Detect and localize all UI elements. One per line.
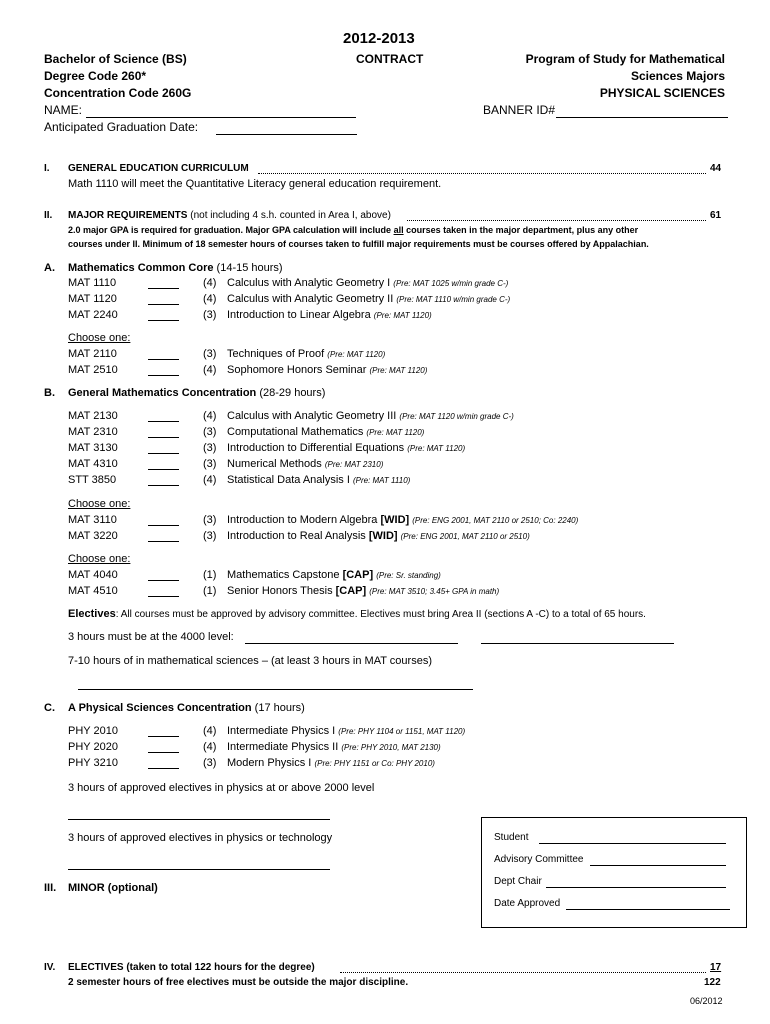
course-hours: (3) (203, 442, 217, 454)
physics-tech-field[interactable] (68, 869, 330, 870)
course-title: Calculus with Analytic Geometry I (227, 277, 391, 289)
dept-chair-signature[interactable] (494, 876, 542, 887)
section-4-title: ELECTIVES (taken to total 122 hours for the degree) (68, 962, 315, 973)
graduation-date-label: Anticipated Graduation Date: (44, 120, 199, 134)
section-a-title: Mathematics Common Core (68, 262, 214, 274)
course-code: MAT 1110 (68, 277, 117, 289)
graduation-date-field[interactable] (216, 134, 357, 135)
course-title-wrap (227, 725, 465, 737)
course-hours: (1) (203, 569, 217, 581)
course-title: Numerical Methods (227, 458, 322, 470)
course-hours: (4) (203, 725, 217, 737)
course-prerequisite: (Pre: MAT 1025 w/min grade C-) (393, 279, 509, 288)
course-grade-blank[interactable] (148, 752, 179, 753)
program-title-line3: PHYSICAL SCIENCES (599, 86, 725, 100)
course-grade-blank[interactable] (148, 736, 179, 737)
course-grade-blank[interactable] (148, 288, 179, 289)
course-code: MAT 2310 (68, 426, 118, 438)
level-4000-field-2[interactable] (481, 643, 674, 644)
course-title-wrap (227, 530, 530, 542)
course-title-wrap (227, 364, 427, 376)
gpa-text-b: courses taken in the major department, plus any other (403, 225, 639, 235)
section-b-title: General Mathematics Concentration (68, 387, 257, 399)
contract-label: CONTRACT (356, 52, 424, 66)
course-title: Calculus with Analytic Geometry III (227, 410, 397, 422)
section-b-hours: (28-29 hours) (259, 387, 326, 399)
electives-text: : All courses must be approved by advisory committee. Electives must bring Area II (sections A -C) to a total of 65 hours. (115, 609, 646, 620)
level-4000-label: 3 hours must be at the 4000 level: (68, 631, 234, 643)
section-2-heading (68, 210, 391, 221)
course-title: Sophomore Honors Seminar (227, 364, 367, 376)
section-b-choose1-label: Choose one: (68, 498, 131, 510)
course-title: Calculus with Analytic Geometry II (227, 293, 394, 305)
course-grade-blank[interactable] (148, 485, 179, 486)
course-prerequisite: (Pre: PHY 1151 or Co: PHY 2010) (314, 759, 435, 768)
course-hours: (4) (203, 474, 217, 486)
section-c-title: A Physical Sciences Concentration (68, 702, 252, 714)
section-a-heading (68, 262, 283, 274)
course-prerequisite: (Pre: PHY 1104 or 1151, MAT 1120) (338, 727, 466, 736)
signature-box (481, 817, 747, 928)
section-2-title: MAJOR REQUIREMENTS (68, 210, 188, 221)
course-title: Statistical Data Analysis I (227, 474, 350, 486)
course-title: Introduction to Differential Equations (227, 442, 405, 454)
course-grade-blank[interactable] (148, 359, 179, 360)
banner-id-label: BANNER ID# (483, 103, 556, 117)
section-4-leader (340, 972, 706, 973)
advisory-label: Advisory Committee (494, 854, 584, 865)
section-2-hours: 61 (710, 210, 722, 221)
section-c-heading (68, 702, 305, 714)
section-2-leader (407, 220, 706, 221)
course-grade-blank[interactable] (148, 437, 179, 438)
course-title: Intermediate Physics II (227, 741, 339, 753)
course-title: Introduction to Linear Algebra (227, 309, 371, 321)
course-hours: (3) (203, 514, 217, 526)
course-title-wrap (227, 569, 441, 581)
course-code: MAT 3110 (68, 514, 117, 526)
name-field[interactable] (86, 117, 356, 118)
course-code: PHY 3210 (68, 757, 118, 769)
program-title-line1: Program of Study for Mathematical (525, 52, 725, 66)
section-2-title-note: (not including 4 s.h. counted in Area I, above) (190, 210, 391, 221)
course-grade-blank[interactable] (148, 421, 179, 422)
course-code: MAT 2130 (68, 410, 118, 422)
course-code: PHY 2020 (68, 741, 118, 753)
course-code: MAT 4310 (68, 458, 118, 470)
course-title-wrap (227, 442, 465, 454)
date-approved-field[interactable] (494, 898, 560, 909)
course-code: PHY 2010 (68, 725, 118, 737)
dept-chair-label: Dept Chair (494, 876, 542, 887)
course-code: MAT 3130 (68, 442, 118, 454)
gpa-requirement-line1 (68, 225, 638, 235)
course-code: MAT 2240 (68, 309, 118, 321)
banner-id-field[interactable] (556, 117, 728, 118)
degree-code: Degree Code 260* (44, 69, 147, 83)
course-hours: (4) (203, 364, 217, 376)
section-b-heading (68, 387, 325, 399)
course-tag: [WID] (380, 514, 410, 526)
course-title-wrap (227, 410, 514, 422)
section-a-letter: A. (44, 262, 55, 274)
course-code: MAT 2110 (68, 348, 117, 360)
section-4-numeral: IV. (44, 962, 56, 973)
course-prerequisite: (Pre: MAT 1110 w/min grade C-) (396, 295, 511, 304)
advisory-committee-signature[interactable] (494, 854, 583, 865)
math-sciences-field[interactable] (78, 689, 473, 690)
course-grade-blank[interactable] (148, 596, 179, 597)
course-grade-blank[interactable] (148, 375, 179, 376)
course-title-wrap (227, 293, 510, 305)
course-prerequisite: (Pre: ENG 2001, MAT 2110 or 2510; Co: 2240) (412, 516, 579, 525)
course-title-wrap (227, 348, 385, 360)
physics-2000-field[interactable] (68, 819, 330, 820)
course-prerequisite: (Pre: Sr. standing) (376, 571, 441, 580)
electives-label: Electives (68, 608, 116, 620)
section-1-hours: 44 (710, 163, 722, 174)
course-tag: [CAP] (342, 569, 374, 581)
course-title-wrap (227, 514, 578, 526)
course-prerequisite: (Pre: MAT 1120) (373, 311, 432, 320)
course-title-wrap (227, 585, 499, 597)
course-title-wrap (227, 277, 508, 289)
level-4000-field-1[interactable] (245, 643, 458, 644)
course-hours: (3) (203, 757, 217, 769)
course-prerequisite: (Pre: PHY 2010, MAT 2130) (341, 743, 441, 752)
student-signature[interactable] (494, 832, 528, 843)
course-code: STT 3850 (68, 474, 117, 486)
physics-2000-label: 3 hours of approved electives in physics at or above 2000 level (68, 782, 375, 794)
course-code: MAT 1120 (68, 293, 117, 305)
course-title-wrap (227, 757, 435, 769)
student-label: Student (494, 832, 529, 843)
course-hours: (3) (203, 530, 217, 542)
course-grade-blank[interactable] (148, 768, 179, 769)
course-title: Modern Physics I (227, 757, 312, 769)
course-prerequisite: (Pre: MAT 1120 w/min grade C-) (399, 412, 514, 421)
course-title: Introduction to Real Analysis (227, 530, 369, 542)
section-a-choose-label: Choose one: (68, 332, 131, 344)
course-title: Senior Honors Thesis (227, 585, 336, 597)
course-hours: (4) (203, 277, 217, 289)
math-sciences-label: 7-10 hours of in mathematical sciences – (at least 3 hours in MAT courses) (68, 655, 432, 667)
course-grade-blank[interactable] (148, 580, 179, 581)
gpa-text-all: all (393, 225, 404, 235)
course-hours: (4) (203, 741, 217, 753)
course-title: Introduction to Modern Algebra (227, 514, 381, 526)
section-3-numeral: III. (44, 882, 57, 894)
course-code: MAT 4510 (68, 585, 118, 597)
section-c-hours: (17 hours) (254, 702, 305, 714)
course-title: Intermediate Physics I (227, 725, 336, 737)
course-hours: (4) (203, 293, 217, 305)
document-year: 2012-2013 (343, 30, 415, 47)
course-code: MAT 4040 (68, 569, 118, 581)
section-1-title: GENERAL EDUCATION CURRICULUM (68, 163, 249, 174)
course-title-wrap (227, 741, 441, 753)
course-hours: (4) (203, 410, 217, 422)
course-grade-blank[interactable] (148, 469, 179, 470)
course-title-wrap (227, 458, 383, 470)
gpa-requirement-line2: courses under II. Minimum of 18 semester hours of courses taken to fulfill major requirements must be courses offered by Appalachian. (68, 239, 649, 249)
date-approved-label: Date Approved (494, 898, 561, 909)
program-title-line2: Sciences Majors (630, 69, 725, 83)
name-label: NAME: (44, 103, 83, 117)
course-grade-blank[interactable] (148, 320, 179, 321)
section-2-numeral: II. (44, 210, 53, 221)
course-grade-blank[interactable] (148, 541, 179, 542)
course-prerequisite: (Pre: MAT 1110) (352, 476, 411, 485)
section-1-numeral: I. (44, 163, 50, 174)
concentration-code: Concentration Code 260G (44, 86, 192, 100)
course-prerequisite: (Pre: MAT 1120) (369, 366, 428, 375)
section-1-note: Math 1110 will meet the Quantitative Literacy general education requirement. (68, 178, 442, 190)
course-hours: (3) (203, 309, 217, 321)
course-title: Techniques of Proof (227, 348, 325, 360)
course-hours: (3) (203, 348, 217, 360)
course-tag: [CAP] (335, 585, 367, 597)
section-a-hours: (14-15 hours) (216, 262, 283, 274)
course-prerequisite: (Pre: MAT 2310) (324, 460, 384, 469)
course-prerequisite: (Pre: ENG 2001, MAT 2110 or 2510) (400, 532, 530, 541)
gpa-text-a: 2.0 major GPA is required for graduation. Major GPA calculation will include (68, 225, 394, 235)
course-tag: [WID] (368, 530, 398, 542)
course-code: MAT 3220 (68, 530, 118, 542)
course-grade-blank[interactable] (148, 525, 179, 526)
section-c-letter: C. (44, 702, 55, 714)
course-hours: (3) (203, 458, 217, 470)
course-prerequisite: (Pre: MAT 1120) (327, 350, 386, 359)
course-grade-blank[interactable] (148, 304, 179, 305)
revision-date: 06/2012 (690, 996, 723, 1006)
course-title: Computational Mathematics (227, 426, 364, 438)
course-grade-blank[interactable] (148, 453, 179, 454)
course-title-wrap (227, 309, 432, 321)
course-prerequisite: (Pre: MAT 3510; 3.45+ GPA in math) (369, 587, 500, 596)
section-1-leader (258, 173, 706, 174)
section-4-note: 2 semester hours of free electives must be outside the major discipline. (68, 977, 409, 988)
section-4-hours: 17 (710, 962, 722, 973)
course-prerequisite: (Pre: MAT 1120) (407, 444, 466, 453)
course-hours: (3) (203, 426, 217, 438)
course-title: Mathematics Capstone (227, 569, 343, 581)
degree-title: Bachelor of Science (BS) (44, 52, 187, 66)
section-b-letter: B. (44, 387, 55, 399)
physics-tech-label: 3 hours of approved electives in physics or technology (68, 832, 333, 844)
section-b-choose2-label: Choose one: (68, 553, 131, 565)
course-title-wrap (227, 426, 424, 438)
section-3-title: MINOR (optional) (68, 882, 158, 894)
course-hours: (1) (203, 585, 217, 597)
total-hours: 122 (704, 977, 721, 988)
course-prerequisite: (Pre: MAT 1120) (366, 428, 425, 437)
course-title-wrap (227, 474, 410, 486)
electives-note (68, 608, 646, 620)
course-code: MAT 2510 (68, 364, 118, 376)
